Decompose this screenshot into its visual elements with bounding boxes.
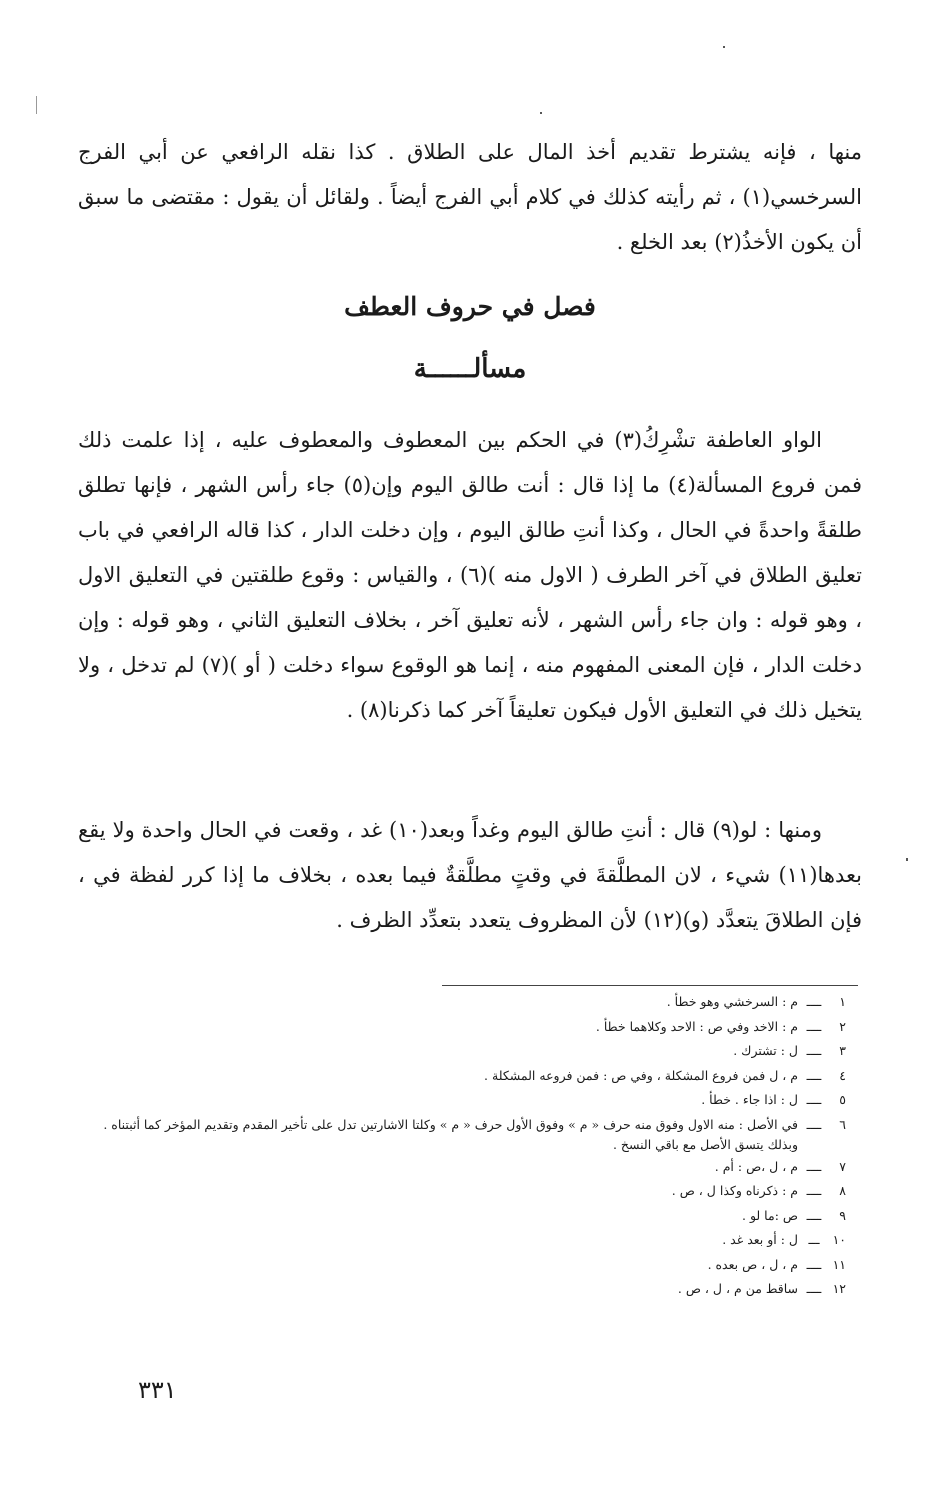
- footnote-dash: ــــ: [806, 1207, 822, 1223]
- footnote: [70, 1277, 846, 1302]
- footnote: [70, 990, 846, 1015]
- footnote: [70, 1155, 846, 1180]
- footnote-number: ٣: [839, 1043, 846, 1058]
- footnote-text: ساقط من م ، ل ، ص .: [677, 1281, 798, 1296]
- footnote-dash: ــــ: [806, 1183, 822, 1198]
- scan-speck: [540, 112, 542, 114]
- paragraph-2: الواو العاطفة تشْرِكُ(٣) في الحكم بين المعطوف والمعطوف عليه ، إذا علمت ذلك فمن فروع المسألة(٤) ما إذا قال : أنت طالق اليوم وإن(٥) جاء رأس الشهر ، فإنها تطلق طلقةً واحدةً في الحال ، وكذا أنتِ طالق اليوم ، وإن دخلت الدار ، كذا قاله الرافعي في باب تعليق الطلاق في آخر الطرف ( الاول منه )(٦) ، والقياس : وقوع طلقتين في التعليق الاول ، وهو قوله : وان جاء رأس الشهر ، لأنه تعليق آخر ، بخلاف التعليق الثاني ، وهو قوله : وإن دخلت الدار ، فإن المعنى المفهوم منه ، إنما هو الوقوع سواء دخلت ( أو )(٧) لم تدخل ، ولا يتخيل ذلك في التعليق الأول فيكون تعليقاً آخر كما ذكرنا(٨) .: [78, 428, 862, 722]
- footnote-number: ٤: [839, 1067, 846, 1083]
- footnote-text: في الأصل : منه الاول وفوق منه حرف « م » وفوق الأول حرف « م » وكلتا الاشارتين تدل على تأخير المقدم وتقديم المؤخر كما أثبتناه . وبذلك يتسق الأصل مع باقي النسخ .: [103, 1116, 798, 1152]
- footnote-text: ل : تشترك .: [733, 1043, 798, 1058]
- footnote-number: ٨: [839, 1183, 846, 1198]
- footnote-text: م : الاخد وفي ص : الاحد وكلاهما خطأ .: [595, 1018, 798, 1034]
- footnote-number: ١٢: [832, 1281, 846, 1296]
- footnote: [70, 1179, 846, 1204]
- footnote-dash: ـــ: [808, 1232, 820, 1247]
- footnote: [70, 1253, 846, 1278]
- section-heading: فصل في حروف العطف: [344, 292, 596, 321]
- scan-speck: [36, 96, 37, 114]
- footnotes: [70, 990, 846, 1302]
- footnote-dash: ــــ: [806, 1158, 822, 1174]
- footnote-dash: ــــ: [806, 1018, 822, 1034]
- footnote-number: ٩: [839, 1207, 846, 1223]
- footnote: [70, 1015, 846, 1040]
- footnote: [70, 1088, 846, 1113]
- footnote-dash: ــــ: [806, 994, 822, 1009]
- footnote-text: م ، ل فمن فروع المشكلة ، وفي ص : فمن فروعه المشكلة .: [484, 1067, 798, 1083]
- footnote-number: ٦: [839, 1116, 846, 1132]
- footnote-text: ص :ما لو .: [742, 1207, 798, 1223]
- footnote-number: ٢: [839, 1018, 846, 1034]
- paragraph-3: ومنها : لو(٩) قال : أنتِ طالق اليوم وغداً وبعد(١٠) غد ، وقعت في الحال واحدة ولا يقع بعدها(١١) شيء ، لان المطلَّقةَ في وقتٍ مطلَّقةٌ فيما بعده ، بخلاف ما إذا كرر لفظة في ، فإن الطلاقَ يتعدَّد (و)(١٢) لأن المظروف يتعدد بتعدِّد الظرف .: [78, 818, 862, 932]
- footnote-text: م ، ل ،ص : أم .: [714, 1158, 798, 1174]
- footnote: [70, 1228, 846, 1253]
- footnote-text: م : السرخشي وهو خطأ .: [666, 994, 798, 1009]
- footnote-number: ١: [839, 994, 846, 1009]
- footnote-text: م : ذكرناه وكذا ل ، ص .: [671, 1183, 798, 1198]
- footnote-text: ل : اذا جاء . خطأ .: [701, 1092, 798, 1107]
- footnote-number: ١١: [832, 1256, 846, 1272]
- scan-speck: [723, 46, 725, 48]
- footnote-number: ٧: [839, 1158, 846, 1174]
- paragraph-1: منها ، فإنه يشترط تقديم أخذ المال على الطلاق . كذا نقله الرافعي عن أبي الفرج السرخسي(١) ، ثم رأيته كذلك في كلام أبي الفرج أيضاً . ولقائل أن يقول : مقتضى ما سبق أن يكون الأخذُ(٢) بعد الخلع .: [78, 140, 862, 254]
- footnote-dash: ــــ: [806, 1092, 822, 1107]
- footnote-number: ٥: [839, 1092, 846, 1107]
- footnote: [70, 1064, 846, 1089]
- scan-speck: [906, 858, 908, 861]
- footnote-dash: ــــ: [806, 1256, 822, 1272]
- footnote-divider: [442, 985, 858, 986]
- footnote-text: م ، ل ، ص بعده .: [707, 1256, 798, 1272]
- footnote-dash: ــــ: [806, 1281, 822, 1296]
- footnote: [70, 1113, 846, 1155]
- page-number: ٣٣١: [138, 1376, 177, 1404]
- footnote: [70, 1204, 846, 1229]
- footnote: [70, 1039, 846, 1064]
- footnote-number: ١٠: [832, 1232, 846, 1247]
- footnote-dash: ــــ: [806, 1116, 822, 1132]
- footnote-dash: ــــ: [806, 1043, 822, 1058]
- footnote-text: ل : أو بعد غد .: [722, 1232, 798, 1247]
- footnote-dash: ــــ: [806, 1067, 822, 1083]
- subheading: مسألــــــة: [413, 354, 527, 384]
